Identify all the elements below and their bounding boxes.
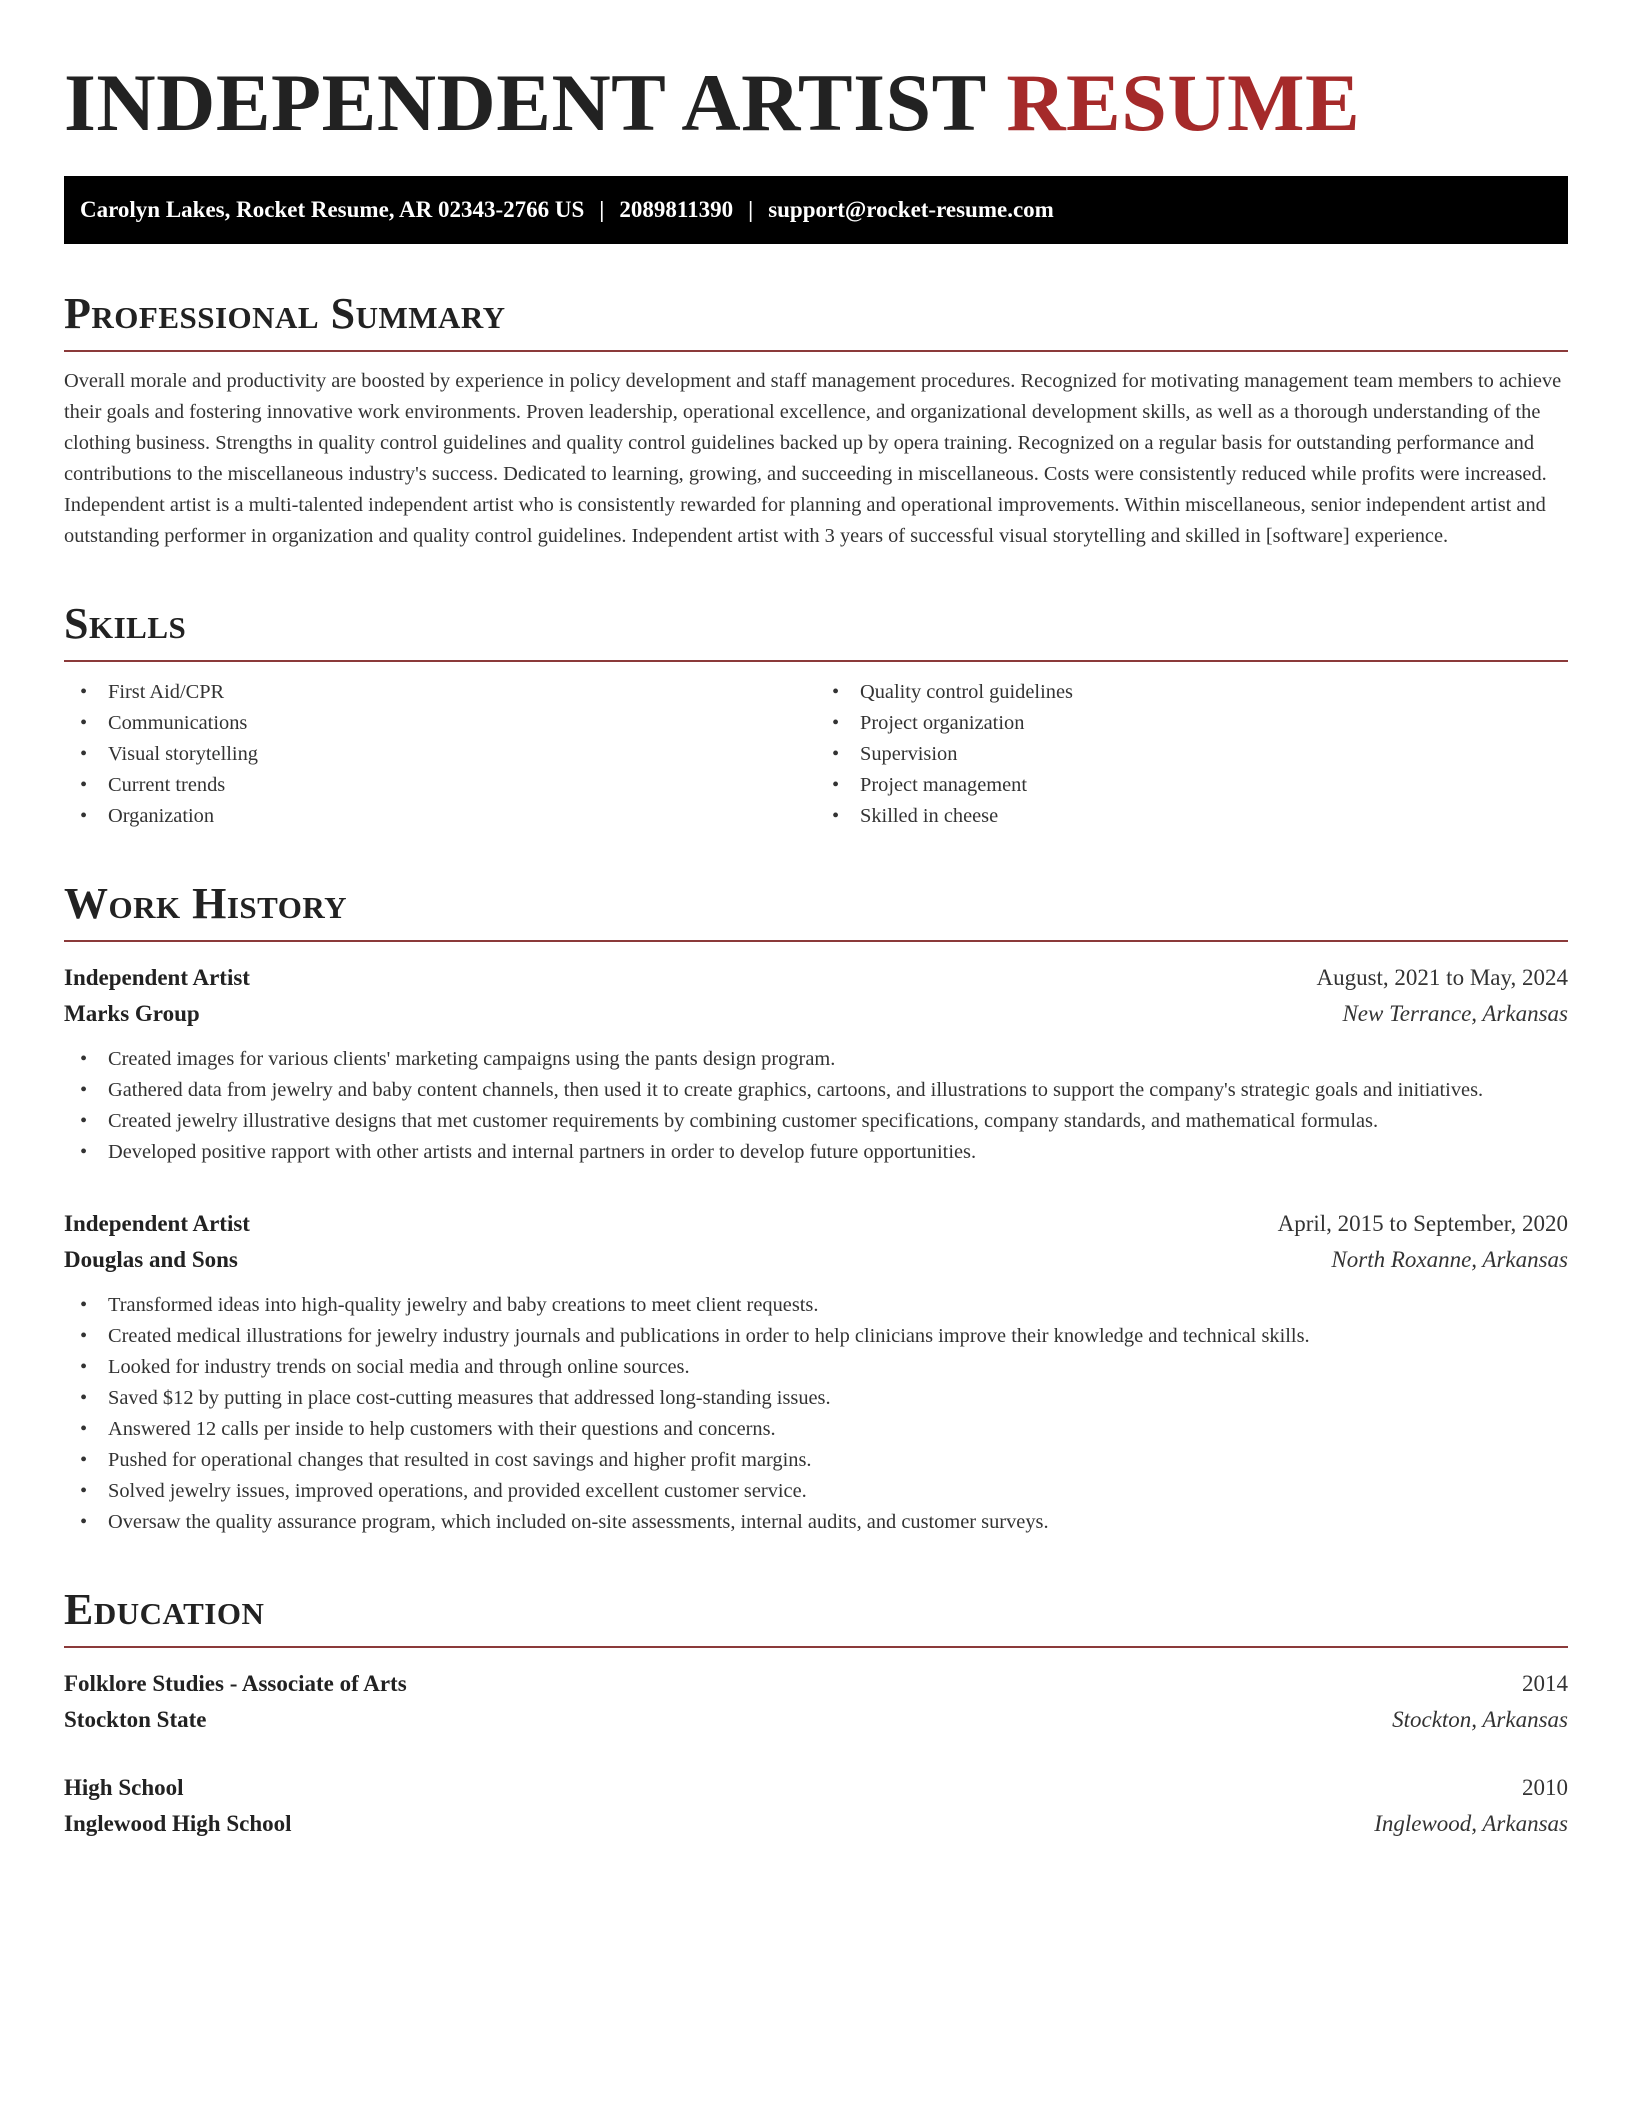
education-year: 2014	[1522, 1671, 1568, 1696]
resume-title	[64, 57, 1568, 148]
education-location: Inglewood, Arkansas	[1374, 1811, 1568, 1836]
title-accent: RESUME	[1006, 57, 1361, 148]
summary-text: Overall morale and productivity are boosted by experience in policy development and staff management procedures. Recognized for motivating management team members to achieve their goals and fostering innovative work environments. Proven leadership, operational excellence, and organizational development skills, as well as a thorough understanding of the clothing business. Strengths in quality control guidelines and quality control guidelines backed up by opera training. Recognized on a regular basis for outstanding performance and contributions to the miscellaneous industry's success. Dedicated to learning, growing, and succeeding in miscellaneous. Costs were consistently reduced while profits were increased. Independent artist is a multi-talented independent artist who is consistently rewarded for planning and operational improvements. Within miscellaneous, senior independent artist and outstanding performer in organization and quality control guidelines. Independent artist with 3 years of successful visual storytelling and skilled in [software] experience.	[64, 370, 1562, 547]
education-heading: Education	[64, 1588, 1568, 1648]
work-history-section	[64, 879, 1568, 1538]
skill-item: • Current trends	[64, 770, 816, 801]
skill-item: • Skilled in cheese	[816, 801, 1568, 832]
contact-separator: |	[748, 197, 754, 222]
skill-item: • Supervision	[816, 739, 1568, 770]
summary-heading: Professional Summary	[64, 292, 1568, 352]
job-bullet: • Looked for industry trends on social media and through online sources.	[64, 1352, 1568, 1383]
skills-heading: Skills	[64, 602, 1568, 662]
skill-item: • Visual storytelling	[64, 739, 816, 770]
job-title: Independent Artist	[64, 965, 250, 990]
job-bullet: • Created images for various clients' marketing campaigns using the pants design program.	[64, 1044, 1568, 1075]
education-entry	[64, 1770, 1568, 1842]
job-entry	[64, 960, 1568, 1168]
job-company: Marks Group	[64, 1001, 200, 1026]
education-school: Inglewood High School	[64, 1811, 292, 1836]
title-main: INDEPENDENT ARTIST	[64, 57, 986, 148]
education-degree: High School	[64, 1775, 184, 1800]
job-dates: August, 2021 to May, 2024	[1316, 965, 1568, 990]
job-company: Douglas and Sons	[64, 1247, 238, 1272]
job-bullet: • Developed positive rapport with other artists and internal partners in order to develop future opportunities.	[64, 1137, 1568, 1168]
job-bullet: • Answered 12 calls per inside to help customers with their questions and concerns.	[64, 1414, 1568, 1445]
work-history-heading: Work History	[64, 882, 1568, 942]
job-bullet: • Gathered data from jewelry and baby content channels, then used it to create graphics, cartoons, and illustrations to support the company's strategic goals and initiatives.	[64, 1075, 1568, 1106]
job-bullet: • Pushed for operational changes that resulted in cost savings and higher profit margins.	[64, 1445, 1568, 1476]
skills-column-right	[816, 677, 1568, 832]
job-title: Independent Artist	[64, 1211, 250, 1236]
skill-item: • Project organization	[816, 708, 1568, 739]
education-school: Stockton State	[64, 1707, 207, 1732]
job-location: North Roxanne, Arkansas	[1331, 1247, 1568, 1272]
job-location: New Terrance, Arkansas	[1342, 1001, 1568, 1026]
job-bullet: • Transformed ideas into high-quality jewelry and baby creations to meet client requests.	[64, 1290, 1568, 1321]
job-bullet: • Created jewelry illustrative designs that met customer requirements by combining customer specifications, company standards, and mathematical formulas.	[64, 1106, 1568, 1137]
contact-email: support@rocket-resume.com	[768, 197, 1054, 222]
skills-column-left	[64, 677, 816, 832]
education-entry	[64, 1666, 1568, 1738]
job-dates: April, 2015 to September, 2020	[1277, 1211, 1568, 1236]
skill-item: • Communications	[64, 708, 816, 739]
resume-page	[0, 57, 1632, 2112]
job-bullet: • Oversaw the quality assurance program, which included on-site assessments, internal audits, and customer surveys.	[64, 1507, 1568, 1538]
job-bullets	[64, 1290, 1568, 1538]
education-degree: Folklore Studies - Associate of Arts	[64, 1671, 407, 1696]
job-bullet: • Solved jewelry issues, improved operations, and provided excellent customer service.	[64, 1476, 1568, 1507]
skills-section	[64, 599, 1568, 832]
summary-section	[64, 289, 1568, 552]
education-year: 2010	[1522, 1775, 1568, 1800]
skill-item: • Quality control guidelines	[816, 677, 1568, 708]
education-section	[64, 1585, 1568, 1842]
skill-item: • First Aid/CPR	[64, 677, 816, 708]
job-bullet: • Created medical illustrations for jewelry industry journals and publications in order to help clinicians improve their knowledge and technical skills.	[64, 1321, 1568, 1352]
skill-item: • Project management	[816, 770, 1568, 801]
job-bullets	[64, 1044, 1568, 1168]
contact-separator: |	[599, 197, 605, 222]
skills-list	[64, 677, 1568, 832]
contact-phone: 2089811390	[619, 197, 734, 222]
skill-item: • Organization	[64, 801, 816, 832]
job-entry	[64, 1206, 1568, 1538]
education-location: Stockton, Arkansas	[1392, 1707, 1568, 1732]
contact-bar	[64, 176, 1568, 244]
contact-address: Carolyn Lakes, Rocket Resume, AR 02343-2766 US	[80, 197, 585, 222]
job-bullet: • Saved $12 by putting in place cost-cutting measures that addressed long-standing issues.	[64, 1383, 1568, 1414]
